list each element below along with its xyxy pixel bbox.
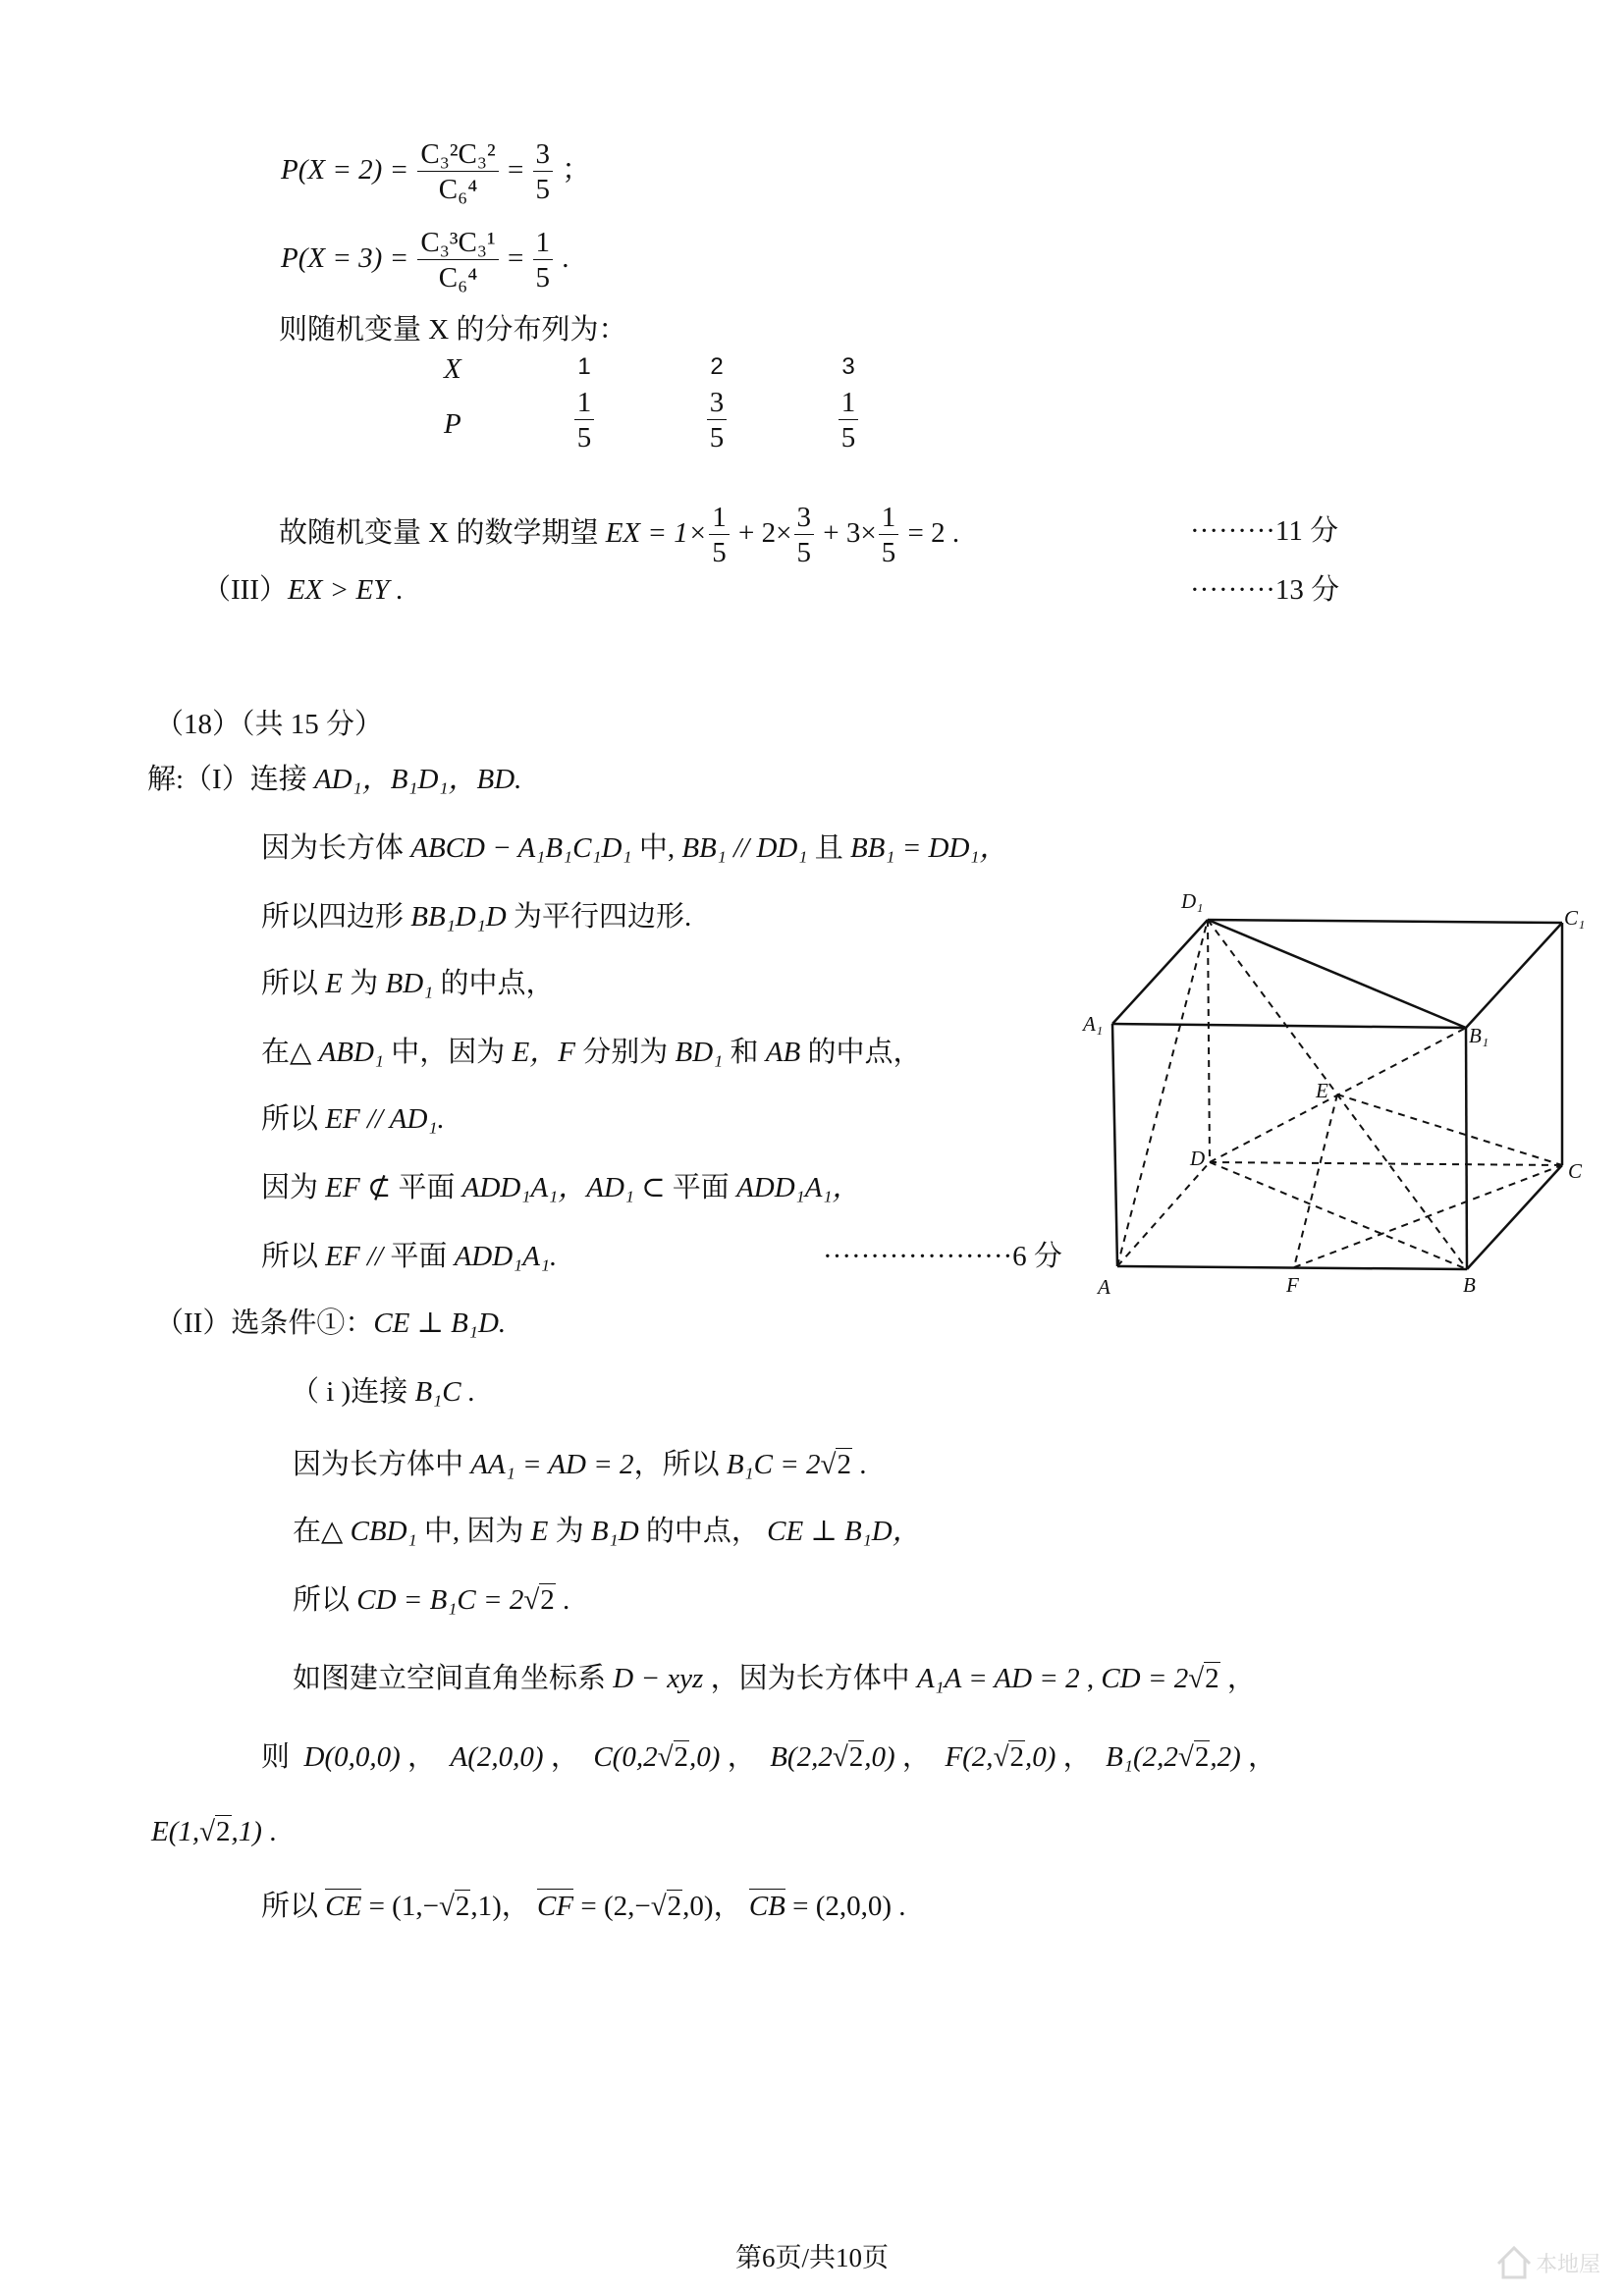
table-p-value: $\frac{1}{5}$ [555, 388, 614, 454]
s18-line1: 解:（I）连接 AD₁，B₁D₁，BD. [147, 764, 522, 795]
s18-coords: 则 D(0,0,0) ， A(2,0,0) ， C(0,2√2,0) ， B(2,2√2,0) ， F(2,√2,0) ， B₁(2,2√2,2) ， [261, 1741, 1276, 1773]
table-x-label: X [444, 353, 461, 385]
label-f: F [1286, 1273, 1299, 1297]
s18-line7: 因为 EF ⊄ 平面 ADD₁A₁，AD₁ ⊂ 平面 ADD₁A₁， [261, 1172, 861, 1203]
part3-line: （III）EX > EY . [202, 574, 404, 606]
distribution-intro: 则随机变量 X 的分布列为： [279, 314, 627, 346]
score-13: ·········13 分 [1190, 574, 1340, 606]
s18-line2: 因为长方体 ABCD − A₁B₁C₁D₁ 中, BB₁ // DD₁ 且 BB₁ = DD₁， [261, 832, 1008, 864]
s18-coord-e: E(1,√2,1) . [151, 1816, 277, 1847]
table-x-value: 2 [710, 353, 724, 380]
s18-i3: 在△ CBD₁ 中, 因为 E 为 B₁D 的中点， CE ⊥ B₁D， [293, 1516, 921, 1547]
s18-i4: 所以 CD = B₁C = 2√2 . [293, 1584, 570, 1616]
watermark [1492, 2240, 1600, 2291]
s18-part2: （II）选条件①：CE ⊥ B₁D. [155, 1308, 507, 1339]
table-p-value: $\frac{3}{5}$ [687, 388, 746, 454]
s18-line3: 所以四边形 BB₁D₁D 为平行四边形. [261, 901, 692, 933]
s18-i5: 如图建立空间直角坐标系 D − xyz ，因为长方体中 A₁A = AD = 2 , CD = 2√2 ， [293, 1663, 1256, 1694]
label-b1: B₁ [1469, 1024, 1489, 1047]
score-11: ·········11 分 [1190, 515, 1339, 547]
edge-e-c [1337, 1095, 1562, 1165]
watermark-text: 本地屋 [1536, 2252, 1600, 2276]
edge-a1-a [1112, 1024, 1117, 1266]
edge-e-f [1294, 1095, 1337, 1267]
edge-f-c [1294, 1165, 1562, 1267]
px2-line: P(X = 2) = $\frac{\text{C₃²C₃²}}{\text{C₆⁴}}$ = $\frac{3}{5}$ ； [281, 138, 591, 206]
label-e: E [1316, 1079, 1328, 1102]
score-6: ····················6 分 [823, 1241, 1062, 1272]
vector-cb: CB [748, 1891, 785, 1922]
sqrt-symbol: √2 [523, 1584, 555, 1616]
expectation-line: 故随机变量 X 的数学期望 EX = 1× $\frac{1}{5}$ + 2× $\frac{3}{5}$ + 3× $\frac{1}{5}$ = 2 . [279, 502, 960, 569]
edge-c1-b1 [1466, 923, 1562, 1028]
px3-fraction: $\frac{\text{C₃³C₃¹}}{\text{C₆⁴}}$ [417, 228, 498, 294]
s18-line5: 在△ ABD₁ 中，因为 E，F 分别为 BD₁ 和 AB 的中点， [261, 1037, 922, 1068]
px2-fraction: $\frac{\text{C₃²C₃²}}{\text{C₆⁴}}$ [417, 139, 498, 205]
vector-cf: CF [537, 1891, 574, 1922]
px3-result: $\frac{1}{5}$ [533, 228, 554, 294]
label-a1: A₁ [1083, 1012, 1104, 1036]
label-d1: D₁ [1181, 889, 1204, 913]
table-x-value: 3 [841, 353, 855, 380]
page-number: 第6页/共10页 [734, 2243, 889, 2272]
house-icon [1492, 2240, 1600, 2283]
edge-d-c [1210, 1162, 1562, 1165]
label-b: B [1463, 1273, 1476, 1297]
edge-a-b [1117, 1266, 1467, 1269]
s18-i1: （ i )连接 B₁C . [291, 1376, 476, 1408]
s18-line4: 所以 E 为 BD₁ 的中点， [261, 968, 555, 999]
edge-b-c [1467, 1165, 1562, 1269]
s18-vectors: 所以 CE = (1,−√2,1)， CF = (2,−√2,0)， CB = (2,0,0) . [261, 1891, 906, 1922]
label-a: A [1098, 1275, 1110, 1299]
label-c: C [1568, 1159, 1583, 1183]
s18-line6: 所以 EF // AD₁. [261, 1103, 445, 1135]
table-p-value: $\frac{1}{5}$ [819, 388, 878, 454]
px3-line: P(X = 3) = $\frac{\text{C₃³C₃¹}}{\text{C₆⁴}}$ = $\frac{1}{5}$ . [281, 227, 569, 294]
edge-d1-b1 [1208, 920, 1466, 1028]
edge-b1-b [1466, 1028, 1467, 1269]
edge-d1-d [1208, 920, 1210, 1162]
label-c1: C₁ [1564, 906, 1586, 930]
sqrt-symbol: √2 [820, 1449, 851, 1480]
edge-a1-b1 [1112, 1024, 1466, 1028]
edge-d1-c1 [1208, 920, 1562, 923]
px2-result: $\frac{3}{5}$ [533, 139, 554, 205]
s18-line8: 所以 EF // 平面 ADD₁A₁. [261, 1241, 558, 1272]
edge-a1-d1 [1112, 920, 1208, 1024]
section18-heading: （18）（共 15 分） [155, 709, 384, 740]
sqrt-symbol: √2 [1188, 1663, 1219, 1694]
table-p-label: P [444, 408, 461, 440]
s18-i2: 因为长方体中 AA₁ = AD = 2，所以 B₁C = 2√2 . [293, 1449, 867, 1480]
table-x-value: 1 [577, 353, 591, 380]
label-d: D [1190, 1147, 1206, 1170]
vector-ce: CE [325, 1891, 362, 1922]
